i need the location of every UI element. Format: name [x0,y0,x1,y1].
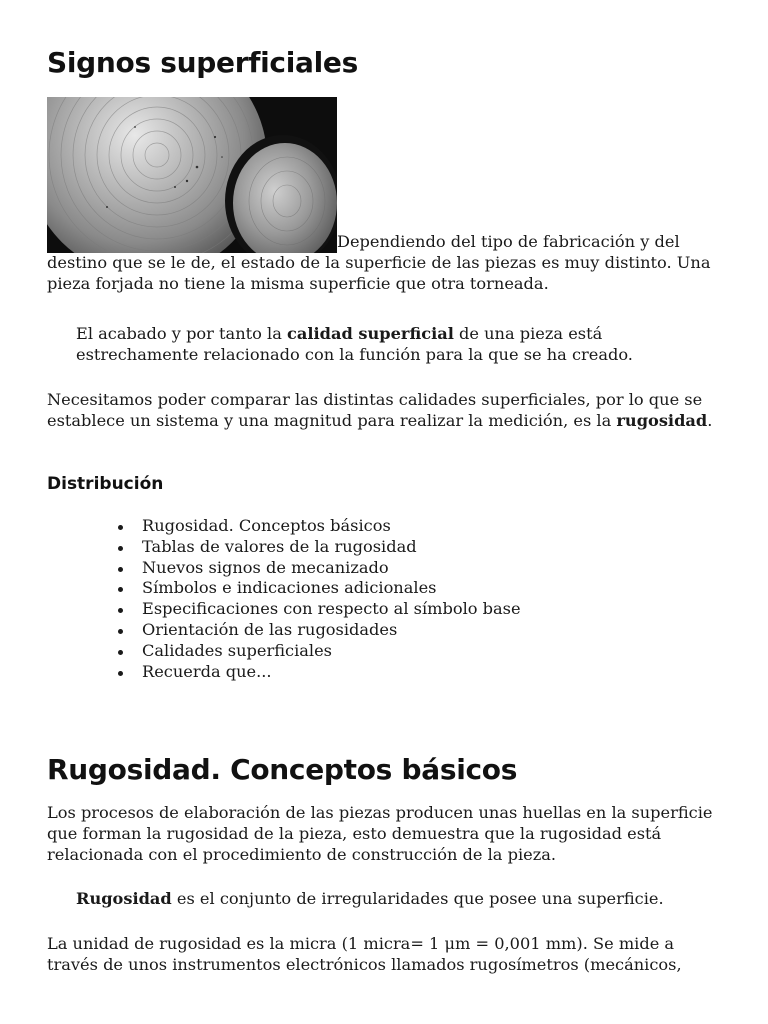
list-item: Calidades superficiales [142,641,521,662]
quote-bold-term: calidad superficial [287,324,454,343]
distribution-heading: Distribución [47,474,164,494]
list-item: Rugosidad. Conceptos básicos [142,516,521,537]
section-title-signos: Signos superficiales [47,46,358,79]
quote-rugosidad-definition [76,889,716,910]
list-item: Recuerda que... [142,662,521,683]
para-text-start: Necesitamos poder comparar las distintas calidades superficiales, por lo que se establece un sistema y una magnitud para realizar la medición, es la [47,390,703,430]
definition-bold-term: Rugosidad [76,889,172,908]
list-item: Símbolos e indicaciones adicionales [142,578,521,599]
list-item: Especificaciones con respecto al símbolo base [142,599,521,619]
list-item: Orientación de las rugosidades [142,620,521,641]
para-bold-term: rugosidad [616,410,708,430]
quote-text-start: El acabado y por tanto la [76,324,288,343]
section-title-rugosidad: Rugosidad. Conceptos básicos [47,753,518,786]
intro-paragraph [47,97,727,295]
quote-text-end: de una pieza está estrechamente relacionado con la función para la que se ha creado. [76,324,633,364]
list-item: Nuevos signos de mecanizado [142,558,521,579]
unidad-paragraph: La unidad de rugosidad es la micra (1 micra= 1 μm = 0,001 mm). Se mide a través de unos instrumentos electrónicos llamados rugosímetros (mecánicos, [47,934,682,974]
list-item: Tablas de valores de la rugosidad [142,537,521,558]
rugosidad-intro-paragraph [47,390,727,432]
procesos-paragraph: Los procesos de elaboración de las piezas producen unas huellas en la superficie que forman la rugosidad de la pieza, esto demuestra que la rugosidad está relacionada con el procedimiento de construcción de la pieza. [47,803,713,864]
quote-calidad-superficial [76,324,716,366]
distribution-list [47,516,521,682]
definition-text: es el conjunto de irregularidades que posee una superficie. [171,889,664,908]
intro-text: Dependiendo del tipo de fabricación y del destino que se le de, el estado de la superficie de las piezas es muy distinto. Una pieza forjada no tiene la misma superficie que otra torneada. [47,232,711,293]
para-text-end: . [707,410,713,430]
metal-surface-photo [47,97,337,253]
